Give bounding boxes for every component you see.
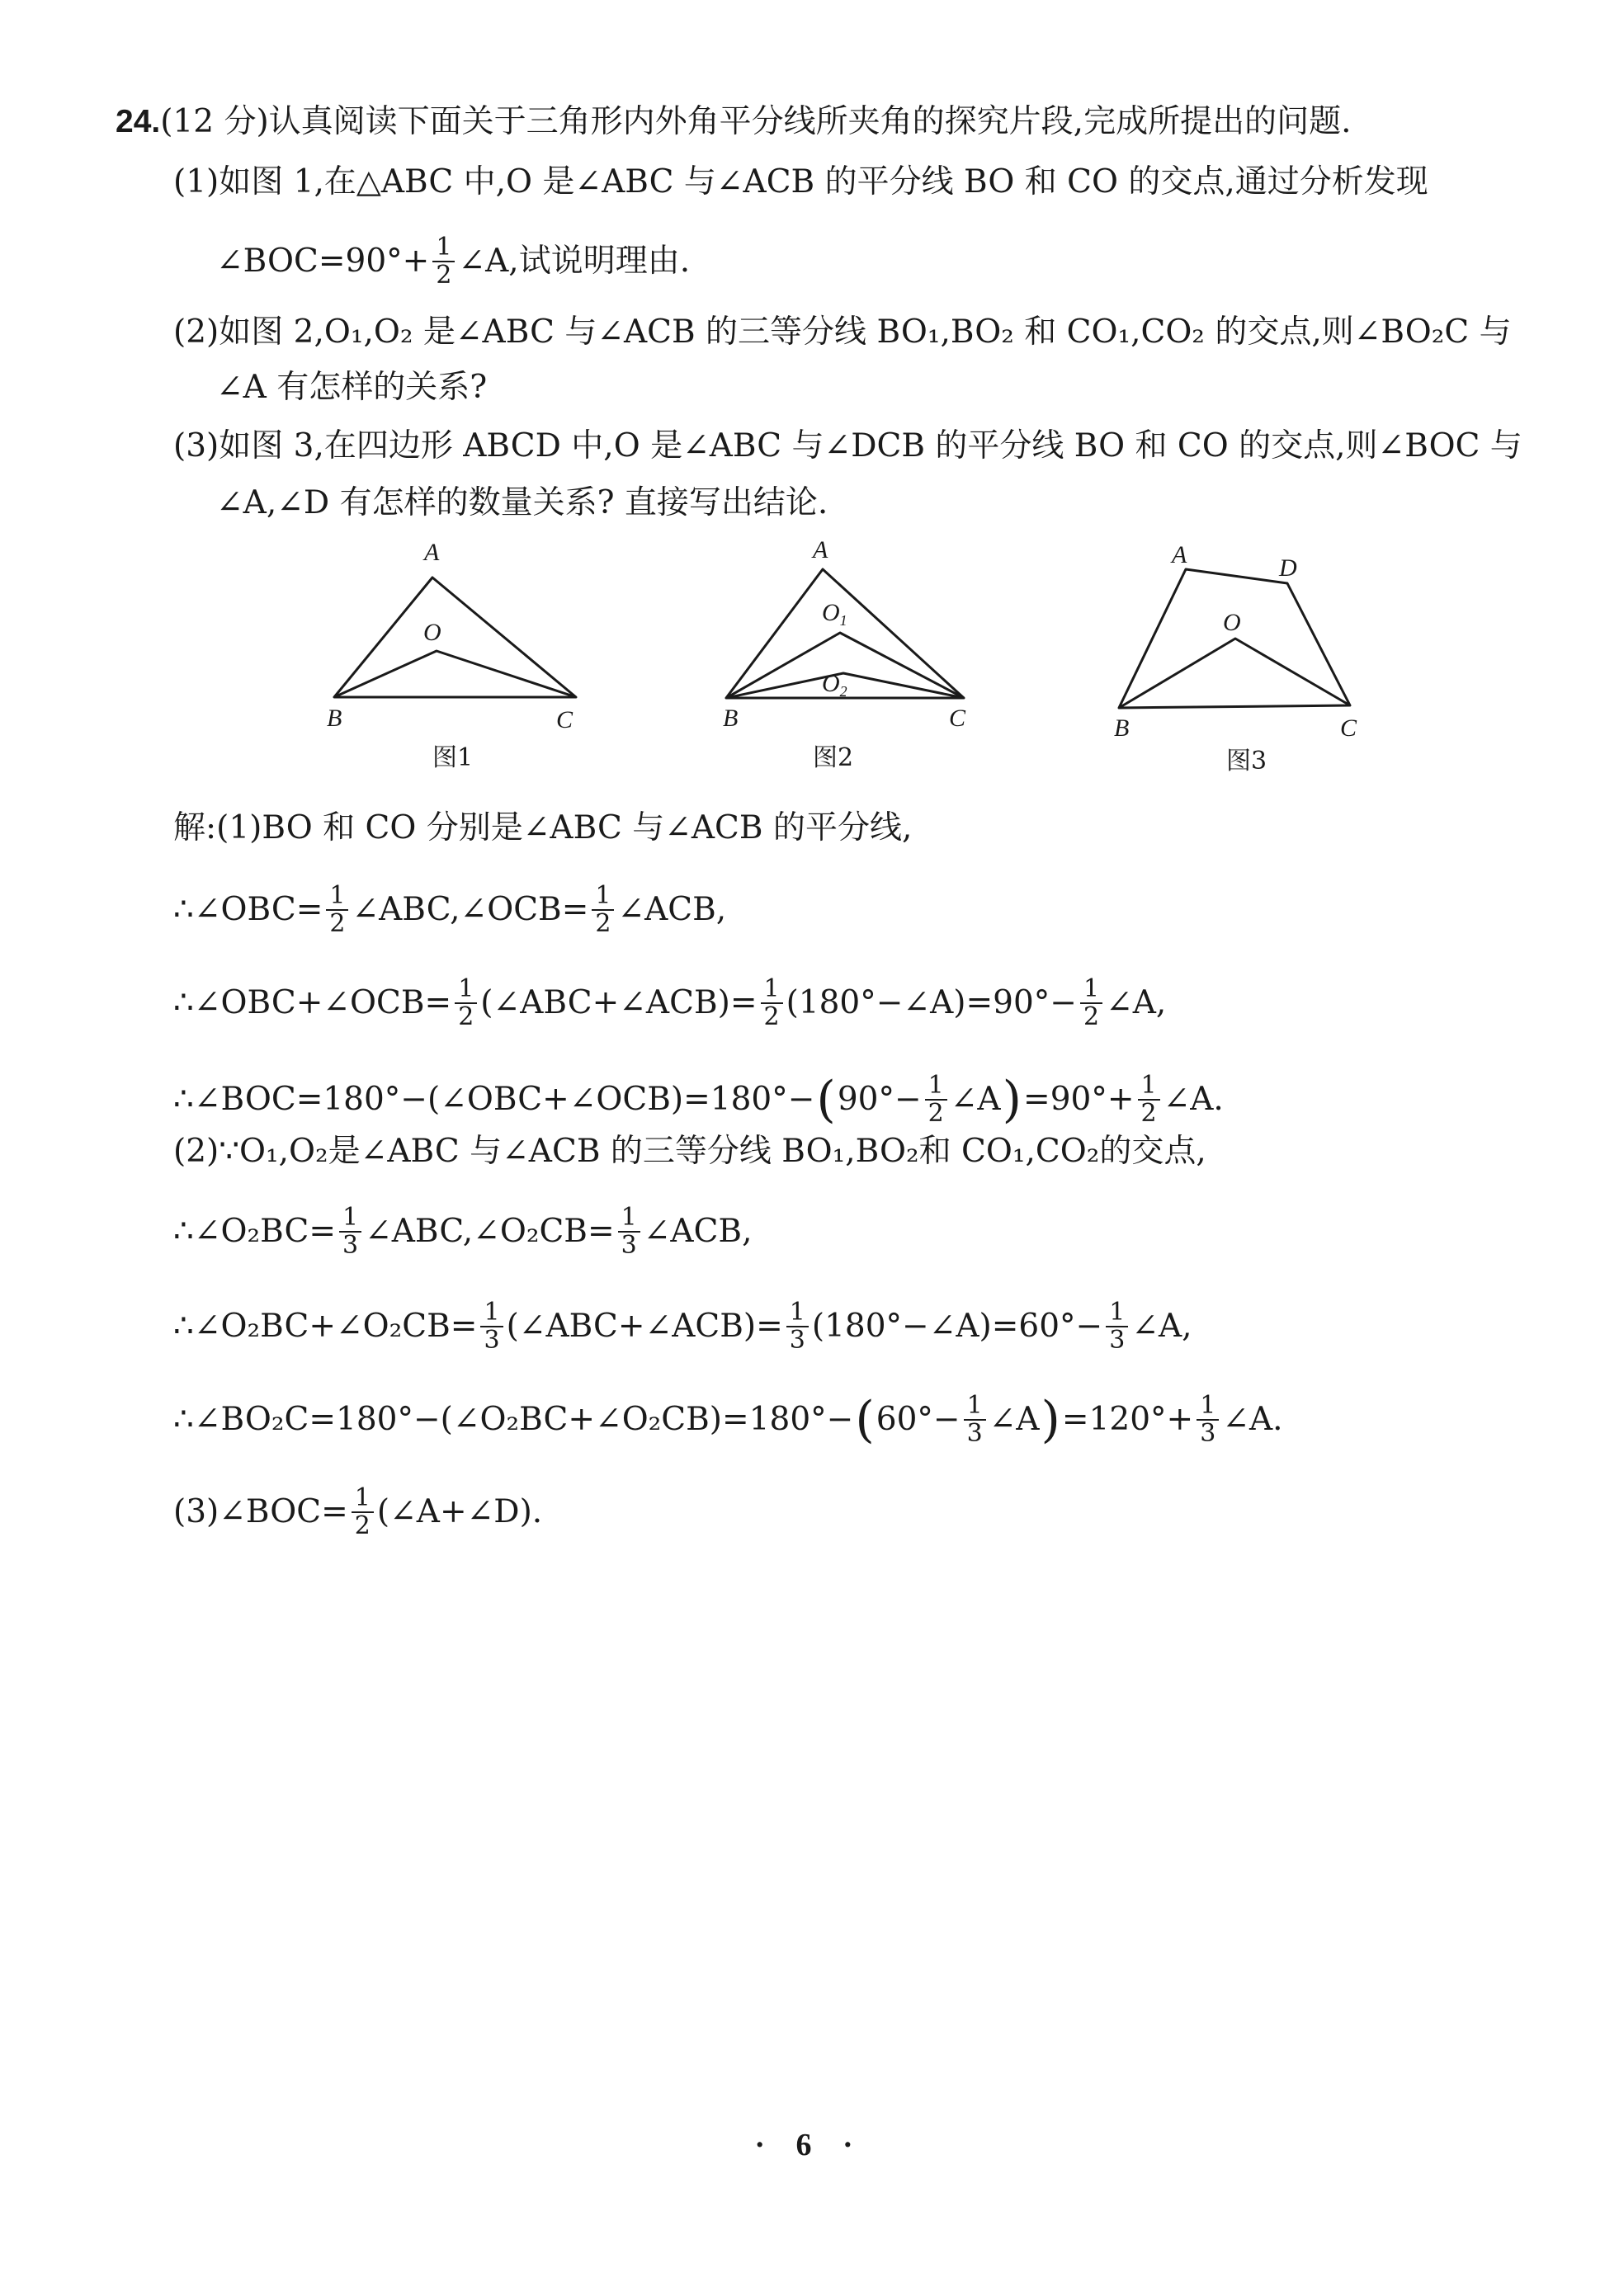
fig2-label-a: A [813,536,828,563]
fig2-label-c: C [949,705,966,732]
fig2-label-b: B [723,705,739,732]
part3-line1: (3)如图 3,在四边形 ABCD 中,O 是∠ABC 与∠DCB 的平分线 BO 和 CO 的交点,则∠BOC 与 [173,427,1522,464]
solution-1-line2: ∴∠OBC= $\frac{1}{2}$ ∠ABC,∠OCB= $\frac{1}{2}$ ∠ACB, [173,881,727,938]
fraction-third: $\frac{1}{3}$ [339,1205,361,1258]
part3-line2: ∠A,∠D 有怎样的数量关系? 直接写出结论. [216,484,828,521]
solution-3-line: (3)∠BOC= $\frac{1}{2}$ (∠A+∠D). [173,1483,543,1540]
fig2-caption: 图2 [813,743,854,772]
fig3-label-a: A [1172,541,1187,568]
solution-2-line4: ∴∠BO₂C=180°−(∠O₂BC+∠O₂CB)=180°− ( 60°− $\frac{1}{3}$ ∠A ) =120°+ $\frac{1}{3}$ ∠A. [173,1390,1283,1449]
solution-2-line2: ∴∠O₂BC= $\frac{1}{3}$ ∠ABC,∠O₂CB= $\frac{1}{3}$ ∠ACB, [173,1203,753,1260]
fig3-label-d: D [1279,554,1297,582]
fraction-half: $\frac{1}{2}$ [761,976,783,1030]
fig3-caption: 图3 [1226,747,1267,776]
fig1-label-a: A [424,539,440,566]
fraction-half: $\frac{1}{2}$ [352,1485,374,1539]
fraction-half: $\frac{1}{2}$ [592,883,614,936]
figure-3-quadrilateral [1119,569,1350,708]
fig2-label-o1: $O_1$ [822,599,847,629]
fig3-label-o: O [1223,609,1241,636]
fraction-half: $\frac{1}{2}$ [326,883,348,936]
part2-line2: ∠A 有怎样的关系? [216,369,488,406]
fig2-label-o2: $O_2$ [822,670,847,700]
fig3-label-b: B [1114,714,1130,742]
part1-line2-post: ∠A,试说明理由. [458,243,691,280]
part1-line2-pre: ∠BOC=90°+ [216,243,430,280]
part1-line1: (1)如图 1,在△ABC 中,O 是∠ABC 与∠ACB 的平分线 BO 和 CO 的交点,通过分析发现 [173,163,1428,200]
fraction-third: $\frac{1}{3}$ [618,1205,640,1258]
fraction-third: $\frac{1}{3}$ [1197,1393,1219,1446]
solution-1-line4: ∴∠BOC=180°−(∠OBC+∠OCB)=180°− ( 90°− $\frac{1}{2}$ ∠A ) =90°+ $\frac{1}{2}$ ∠A. [173,1070,1224,1129]
fig1-label-b: B [327,705,342,732]
figure-1-triangle [334,578,576,697]
fraction-third: $\frac{1}{3}$ [964,1393,986,1446]
figures [0,0,1619,792]
fraction-half: $\frac{1}{2}$ [432,234,455,288]
solution-1-line1: 解:(1)BO 和 CO 分别是∠ABC 与∠ACB 的平分线, [173,809,913,846]
solution-2-line3: ∴∠O₂BC+∠O₂CB= $\frac{1}{3}$ (∠ABC+∠ACB)= $\frac{1}{3}$ (180°−∠A)=60°− $\frac{1}{3}$ ∠A, [173,1298,1192,1355]
question-intro-text: (12 分)认真阅读下面关于三角形内外角平分线所夹角的探究片段,完成所提出的问题. [160,103,1352,140]
fraction-half: $\frac{1}{2}$ [455,976,477,1030]
solution-1-line3: ∴∠OBC+∠OCB= $\frac{1}{2}$ (∠ABC+∠ACB)= $\frac{1}{2}$ (180°−∠A)=90°− $\frac{1}{2}$ ∠A, [173,974,1167,1031]
page-number: · 6 · [754,2128,865,2162]
fraction-half: $\frac{1}{2}$ [1138,1073,1160,1126]
fig3-label-c: C [1340,714,1357,742]
fraction-half: $\frac{1}{2}$ [925,1073,947,1126]
fraction-third: $\frac{1}{3}$ [1106,1299,1128,1353]
fraction-third: $\frac{1}{3}$ [480,1299,503,1353]
part2-line1: (2)如图 2,O₁,O₂ 是∠ABC 与∠ACB 的三等分线 BO₁,BO₂ 和 CO₁,CO₂ 的交点,则∠BO₂C 与 [173,314,1512,351]
fig1-label-c: C [556,706,573,733]
fig1-label-o: O [423,619,441,646]
solution-2-line1: (2)∵O₁,O₂是∠ABC 与∠ACB 的三等分线 BO₁,BO₂和 CO₁,CO₂的交点, [173,1133,1206,1170]
question-number: 24. [116,104,161,139]
fig1-caption: 图1 [432,743,474,772]
figure-2-triangle [726,569,964,698]
fraction-third: $\frac{1}{3}$ [786,1299,809,1353]
fraction-half: $\frac{1}{2}$ [1080,976,1102,1030]
